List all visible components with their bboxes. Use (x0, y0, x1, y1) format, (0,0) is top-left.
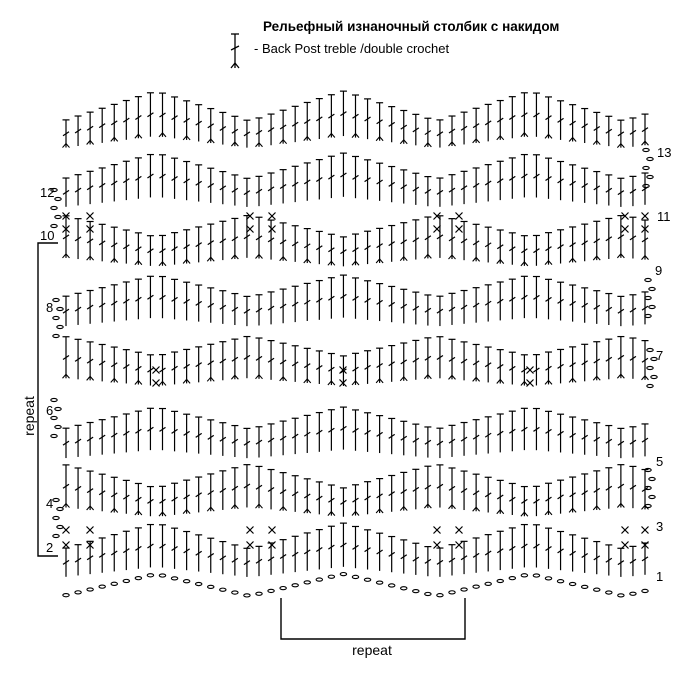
legend-symbol-label: - Back Post treble /double crochet (254, 41, 450, 56)
chain-stitch (63, 594, 69, 597)
row-number-right: 11 (657, 209, 671, 224)
chain-stitch (183, 580, 189, 583)
chain-stitch (645, 296, 651, 299)
chain-stitch (53, 498, 59, 501)
chain-stitch (449, 591, 455, 594)
row-number-left: 12 (40, 185, 55, 200)
chain-stitch (649, 477, 655, 480)
chain-stitch (645, 314, 651, 317)
chain-stitch (352, 575, 358, 578)
row-number-right: 9 (655, 263, 663, 278)
chain-stitch (57, 325, 63, 328)
chain-stitch (51, 434, 57, 437)
chain-stitch (606, 591, 612, 594)
stitch-grid (51, 91, 657, 597)
chain-stitch (75, 591, 81, 594)
chain-stitch (376, 581, 382, 584)
chain-stitch (268, 589, 274, 592)
chain-stitch (111, 582, 117, 585)
row-number-right: 3 (656, 519, 664, 534)
chain-stitch (256, 592, 262, 595)
back-post-treble-icon (231, 34, 239, 68)
chain-stitch (473, 585, 479, 588)
row-number-right: 5 (656, 454, 664, 469)
chain-stitch (647, 384, 653, 387)
chain-stitch (53, 298, 59, 301)
chain-stitch (647, 175, 653, 178)
row-number-right: 7 (656, 348, 664, 363)
chain-stitch (647, 348, 653, 351)
chain-stitch (135, 577, 141, 580)
chain-stitch (87, 588, 93, 591)
chain-stitch (57, 307, 63, 310)
chain-stitch (147, 574, 153, 577)
chain-stitch (618, 594, 624, 597)
chain-stitch (99, 585, 105, 588)
chain-stitch (643, 166, 649, 169)
chain-stitch (521, 574, 527, 577)
chain-stitch (280, 586, 286, 589)
chain-stitch (497, 579, 503, 582)
chain-stitch (55, 425, 61, 428)
horizontal-repeat-bracket (281, 598, 465, 658)
chain-stitch (57, 507, 63, 510)
chain-stitch (437, 594, 443, 597)
chain-stitch (413, 590, 419, 593)
chain-stitch (642, 589, 648, 592)
chain-stitch (316, 578, 322, 581)
row-number-left: 10 (40, 228, 55, 243)
chain-stitch (55, 197, 61, 200)
chain-stitch (643, 184, 649, 187)
chain-stitch (364, 578, 370, 581)
chain-stitch (232, 591, 238, 594)
row-number-right: 1 (656, 569, 664, 584)
chain-stitch (545, 577, 551, 580)
chain-stitch (651, 375, 657, 378)
chain-stitch (208, 585, 214, 588)
chain-stitch (340, 573, 346, 576)
chain-stitch (51, 206, 57, 209)
chain-stitch (244, 594, 250, 597)
chain-stitch (159, 574, 165, 577)
chain-stitch (53, 516, 59, 519)
row-number-left: 4 (46, 496, 54, 511)
chain-stitch (649, 305, 655, 308)
chain-stitch (569, 582, 575, 585)
chain-stitch (388, 584, 394, 587)
chain-stitch (123, 579, 129, 582)
chain-stitch (401, 587, 407, 590)
chain-stitch (328, 575, 334, 578)
chain-stitch (649, 287, 655, 290)
chain-stitch (581, 585, 587, 588)
horizontal-repeat-label: repeat (352, 642, 392, 658)
row-number-left: 6 (46, 403, 54, 418)
chain-stitch (647, 366, 653, 369)
chain-stitch (425, 592, 431, 595)
chain-stitch (461, 588, 467, 591)
chain-stitch (647, 157, 653, 160)
chain-stitch (304, 581, 310, 584)
chain-stitch (55, 407, 61, 410)
chain-stitch (53, 534, 59, 537)
row-number-left: 2 (46, 540, 54, 555)
chain-stitch (557, 580, 563, 583)
chain-stitch (485, 582, 491, 585)
chain-stitch (220, 588, 226, 591)
row-number-left: 8 (46, 300, 54, 315)
chain-stitch (594, 588, 600, 591)
chain-stitch (643, 148, 649, 151)
chain-stitch (51, 398, 57, 401)
chain-stitch (645, 278, 651, 281)
chain-stitch (509, 577, 515, 580)
chain-stitch (195, 582, 201, 585)
chain-stitch (53, 316, 59, 319)
chain-stitch (630, 592, 636, 595)
chain-stitch (649, 495, 655, 498)
vertical-repeat-label: repeat (21, 396, 37, 436)
legend-title: Рельефный изнаночный столбик с накидом (263, 19, 560, 34)
chain-stitch (533, 574, 539, 577)
chain-stitch (292, 584, 298, 587)
chain-stitch (53, 334, 59, 337)
row-number-right: 13 (657, 145, 672, 160)
chain-stitch (55, 215, 61, 218)
chain-stitch (171, 577, 177, 580)
